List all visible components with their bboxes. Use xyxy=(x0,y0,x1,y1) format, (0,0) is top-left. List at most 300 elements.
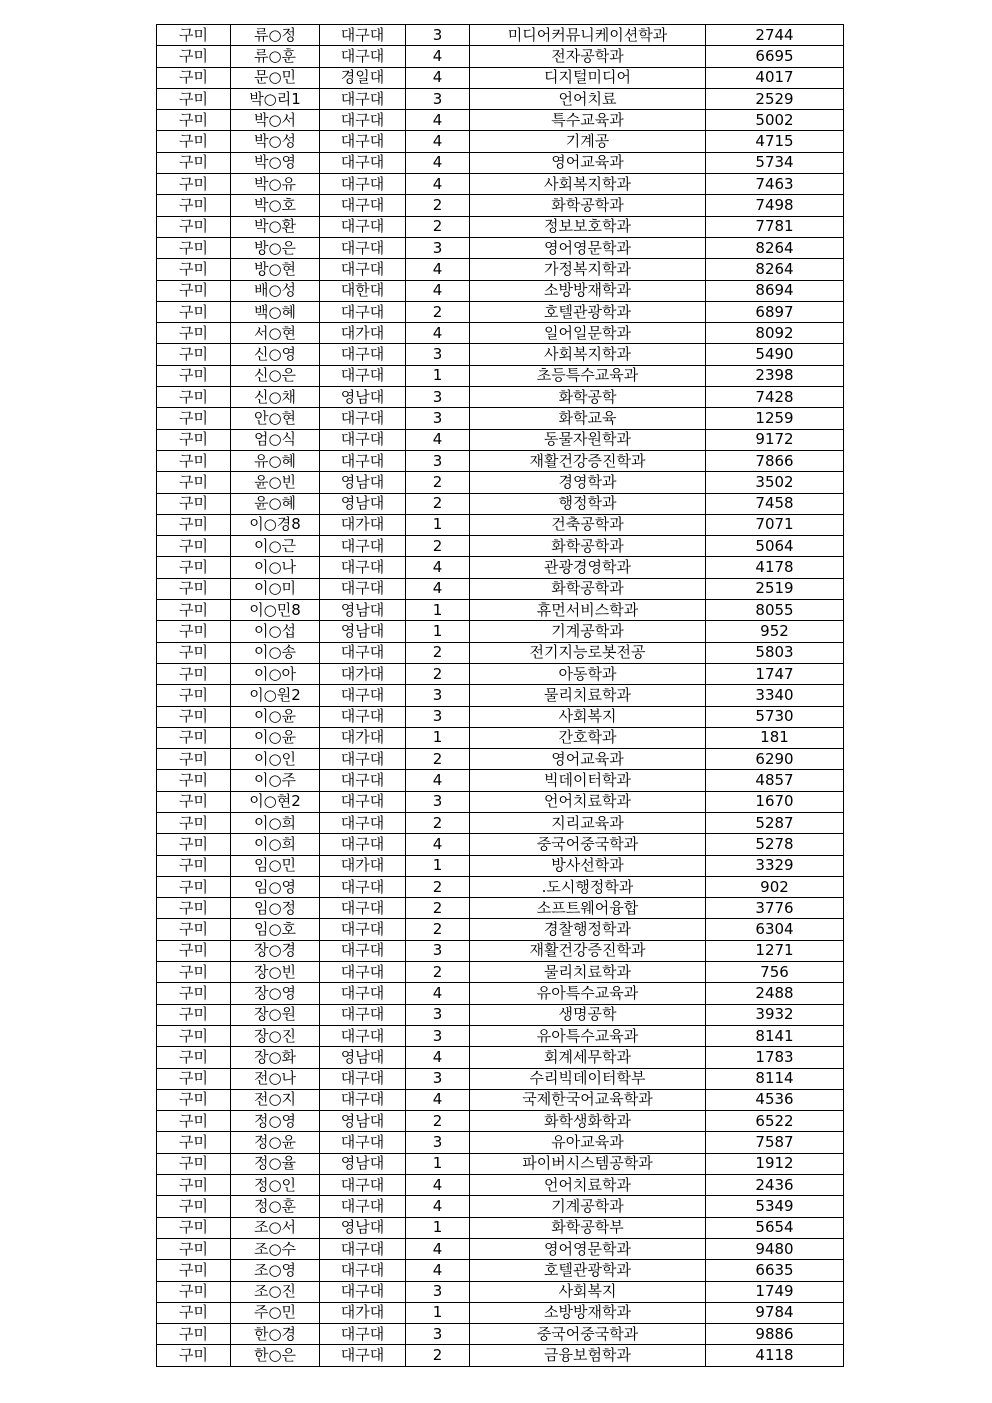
university-cell: 대구대 xyxy=(320,216,406,237)
table-row xyxy=(157,365,844,386)
amount-cell: 4536 xyxy=(706,1089,844,1110)
grade-cell: 3 xyxy=(406,344,470,365)
amount-cell: 2488 xyxy=(706,983,844,1004)
region-cell: 구미 xyxy=(157,1324,231,1345)
name-cell: 이○민8 xyxy=(231,600,320,621)
amount-cell: 1749 xyxy=(706,1281,844,1302)
region-cell: 구미 xyxy=(157,365,231,386)
name-cell: 조○수 xyxy=(231,1238,320,1259)
table-row xyxy=(157,46,844,67)
university-cell: 대구대 xyxy=(320,429,406,450)
department-cell: 전자공학과 xyxy=(470,46,706,67)
university-cell: 대구대 xyxy=(320,110,406,131)
department-cell: 초등특수교육과 xyxy=(470,365,706,386)
department-cell: 건축공학과 xyxy=(470,514,706,535)
department-cell: 사회복지학과 xyxy=(470,174,706,195)
amount-cell: 8141 xyxy=(706,1025,844,1046)
university-cell: 대구대 xyxy=(320,898,406,919)
name-cell: 윤○빈 xyxy=(231,472,320,493)
name-cell: 이○근 xyxy=(231,536,320,557)
amount-cell: 5803 xyxy=(706,642,844,663)
name-cell: 이○주 xyxy=(231,770,320,791)
department-cell: 영어영문학과 xyxy=(470,237,706,258)
grade-cell: 4 xyxy=(406,1047,470,1068)
name-cell: 박○호 xyxy=(231,195,320,216)
department-cell: 소프트웨어융합 xyxy=(470,898,706,919)
amount-cell: 6695 xyxy=(706,46,844,67)
region-cell: 구미 xyxy=(157,557,231,578)
grade-cell: 4 xyxy=(406,1260,470,1281)
grade-cell: 2 xyxy=(406,663,470,684)
grade-cell: 2 xyxy=(406,195,470,216)
department-cell: 재활건강증진학과 xyxy=(470,450,706,471)
region-cell: 구미 xyxy=(157,301,231,322)
table-row xyxy=(157,1047,844,1068)
amount-cell: 3340 xyxy=(706,685,844,706)
department-cell: 화학공학부 xyxy=(470,1217,706,1238)
region-cell: 구미 xyxy=(157,1345,231,1366)
grade-cell: 2 xyxy=(406,749,470,770)
university-cell: 영남대 xyxy=(320,1153,406,1174)
region-cell: 구미 xyxy=(157,685,231,706)
department-cell: 호텔관광학과 xyxy=(470,301,706,322)
university-cell: 대구대 xyxy=(320,876,406,897)
table-row xyxy=(157,642,844,663)
university-cell: 대구대 xyxy=(320,706,406,727)
region-cell: 구미 xyxy=(157,898,231,919)
amount-cell: 9886 xyxy=(706,1324,844,1345)
name-cell: 정○인 xyxy=(231,1175,320,1196)
name-cell: 임○민 xyxy=(231,855,320,876)
region-cell: 구미 xyxy=(157,1025,231,1046)
region-cell: 구미 xyxy=(157,919,231,940)
name-cell: 장○화 xyxy=(231,1047,320,1068)
table-row xyxy=(157,727,844,748)
department-cell: 경찰행정학과 xyxy=(470,919,706,940)
region-cell: 구미 xyxy=(157,855,231,876)
department-cell: 언어치료학과 xyxy=(470,1175,706,1196)
name-cell: 박○환 xyxy=(231,216,320,237)
table-row xyxy=(157,983,844,1004)
amount-cell: 6522 xyxy=(706,1111,844,1132)
university-cell: 대구대 xyxy=(320,749,406,770)
amount-cell: 9172 xyxy=(706,429,844,450)
name-cell: 류○정 xyxy=(231,25,320,46)
table-row xyxy=(157,1132,844,1153)
name-cell: 윤○혜 xyxy=(231,493,320,514)
university-cell: 대구대 xyxy=(320,1281,406,1302)
grade-cell: 3 xyxy=(406,237,470,258)
department-cell: 디지털미디어 xyxy=(470,67,706,88)
amount-cell: 5287 xyxy=(706,812,844,833)
table-row xyxy=(157,876,844,897)
university-cell: 대구대 xyxy=(320,536,406,557)
name-cell: 이○나 xyxy=(231,557,320,578)
department-cell: 전기지능로봇전공 xyxy=(470,642,706,663)
amount-cell: 5730 xyxy=(706,706,844,727)
name-cell: 박○유 xyxy=(231,174,320,195)
name-cell: 문○민 xyxy=(231,67,320,88)
region-cell: 구미 xyxy=(157,25,231,46)
university-cell: 경일대 xyxy=(320,67,406,88)
table-row xyxy=(157,962,844,983)
department-cell: 소방방재학과 xyxy=(470,1302,706,1323)
name-cell: 장○진 xyxy=(231,1025,320,1046)
table-row xyxy=(157,110,844,131)
grade-cell: 4 xyxy=(406,1196,470,1217)
region-cell: 구미 xyxy=(157,940,231,961)
university-cell: 대구대 xyxy=(320,1132,406,1153)
amount-cell: 4017 xyxy=(706,67,844,88)
table-row xyxy=(157,1217,844,1238)
university-cell: 대구대 xyxy=(320,1324,406,1345)
name-cell: 박○서 xyxy=(231,110,320,131)
region-cell: 구미 xyxy=(157,131,231,152)
grade-cell: 2 xyxy=(406,1111,470,1132)
grade-cell: 4 xyxy=(406,1238,470,1259)
grade-cell: 1 xyxy=(406,1217,470,1238)
department-cell: 화학공학과 xyxy=(470,578,706,599)
table-row xyxy=(157,1068,844,1089)
name-cell: 한○경 xyxy=(231,1324,320,1345)
department-cell: 언어치료학과 xyxy=(470,791,706,812)
grade-cell: 2 xyxy=(406,919,470,940)
university-cell: 대구대 xyxy=(320,557,406,578)
region-cell: 구미 xyxy=(157,749,231,770)
table-row xyxy=(157,514,844,535)
grade-cell: 3 xyxy=(406,88,470,109)
table-row xyxy=(157,855,844,876)
grade-cell: 4 xyxy=(406,131,470,152)
name-cell: 신○영 xyxy=(231,344,320,365)
university-cell: 대가대 xyxy=(320,1302,406,1323)
table-row xyxy=(157,749,844,770)
region-cell: 구미 xyxy=(157,706,231,727)
amount-cell: 1259 xyxy=(706,408,844,429)
name-cell: 한○은 xyxy=(231,1345,320,1366)
table-row xyxy=(157,195,844,216)
department-cell: 기계공 xyxy=(470,131,706,152)
university-cell: 영남대 xyxy=(320,472,406,493)
amount-cell: 5349 xyxy=(706,1196,844,1217)
region-cell: 구미 xyxy=(157,387,231,408)
amount-cell: 7781 xyxy=(706,216,844,237)
amount-cell: 8055 xyxy=(706,600,844,621)
name-cell: 정○훈 xyxy=(231,1196,320,1217)
department-cell: 지리교육과 xyxy=(470,812,706,833)
region-cell: 구미 xyxy=(157,663,231,684)
name-cell: 안○현 xyxy=(231,408,320,429)
region-cell: 구미 xyxy=(157,621,231,642)
department-cell: 수리빅데이터학부 xyxy=(470,1068,706,1089)
table-row xyxy=(157,152,844,173)
amount-cell: 6304 xyxy=(706,919,844,940)
university-cell: 대구대 xyxy=(320,259,406,280)
name-cell: 신○채 xyxy=(231,387,320,408)
amount-cell: 6635 xyxy=(706,1260,844,1281)
region-cell: 구미 xyxy=(157,152,231,173)
university-cell: 대구대 xyxy=(320,1196,406,1217)
region-cell: 구미 xyxy=(157,1196,231,1217)
grade-cell: 3 xyxy=(406,940,470,961)
amount-cell: 1271 xyxy=(706,940,844,961)
table-row xyxy=(157,536,844,557)
university-cell: 대구대 xyxy=(320,152,406,173)
university-cell: 대가대 xyxy=(320,727,406,748)
amount-cell: 5064 xyxy=(706,536,844,557)
name-cell: 조○영 xyxy=(231,1260,320,1281)
region-cell: 구미 xyxy=(157,514,231,535)
region-cell: 구미 xyxy=(157,1281,231,1302)
university-cell: 대구대 xyxy=(320,962,406,983)
amount-cell: 7428 xyxy=(706,387,844,408)
university-cell: 대구대 xyxy=(320,88,406,109)
grade-cell: 3 xyxy=(406,685,470,706)
region-cell: 구미 xyxy=(157,1068,231,1089)
table-row xyxy=(157,600,844,621)
name-cell: 이○현2 xyxy=(231,791,320,812)
name-cell: 임○정 xyxy=(231,898,320,919)
amount-cell: 5278 xyxy=(706,834,844,855)
grade-cell: 2 xyxy=(406,876,470,897)
name-cell: 이○희 xyxy=(231,834,320,855)
grade-cell: 4 xyxy=(406,280,470,301)
table-row xyxy=(157,280,844,301)
university-cell: 영남대 xyxy=(320,387,406,408)
university-cell: 대가대 xyxy=(320,514,406,535)
table-row xyxy=(157,88,844,109)
table-row xyxy=(157,812,844,833)
university-cell: 대구대 xyxy=(320,195,406,216)
table-row xyxy=(157,1281,844,1302)
region-cell: 구미 xyxy=(157,1132,231,1153)
amount-cell: 181 xyxy=(706,727,844,748)
department-cell: 언어치료 xyxy=(470,88,706,109)
amount-cell: 952 xyxy=(706,621,844,642)
region-cell: 구미 xyxy=(157,812,231,833)
region-cell: 구미 xyxy=(157,1217,231,1238)
table-row xyxy=(157,940,844,961)
table-row xyxy=(157,685,844,706)
department-cell: 화학교육 xyxy=(470,408,706,429)
amount-cell: 8264 xyxy=(706,237,844,258)
region-cell: 구미 xyxy=(157,600,231,621)
region-cell: 구미 xyxy=(157,408,231,429)
grade-cell: 4 xyxy=(406,152,470,173)
department-cell: 국제한국어교육학과 xyxy=(470,1089,706,1110)
amount-cell: 4715 xyxy=(706,131,844,152)
grade-cell: 2 xyxy=(406,472,470,493)
amount-cell: 3502 xyxy=(706,472,844,493)
name-cell: 이○섭 xyxy=(231,621,320,642)
table-row xyxy=(157,1238,844,1259)
grade-cell: 4 xyxy=(406,67,470,88)
grade-cell: 1 xyxy=(406,621,470,642)
name-cell: 조○진 xyxy=(231,1281,320,1302)
department-cell: 물리치료학과 xyxy=(470,685,706,706)
amount-cell: 6897 xyxy=(706,301,844,322)
table-row xyxy=(157,557,844,578)
grade-cell: 4 xyxy=(406,259,470,280)
department-cell: 방사선학과 xyxy=(470,855,706,876)
name-cell: 이○미 xyxy=(231,578,320,599)
university-cell: 대구대 xyxy=(320,940,406,961)
grade-cell: 4 xyxy=(406,770,470,791)
university-cell: 대구대 xyxy=(320,174,406,195)
table-row xyxy=(157,408,844,429)
university-cell: 대구대 xyxy=(320,812,406,833)
grade-cell: 4 xyxy=(406,46,470,67)
grade-cell: 1 xyxy=(406,1302,470,1323)
university-cell: 대구대 xyxy=(320,919,406,940)
department-cell: 사회복지 xyxy=(470,706,706,727)
grade-cell: 1 xyxy=(406,855,470,876)
region-cell: 구미 xyxy=(157,67,231,88)
university-cell: 대가대 xyxy=(320,323,406,344)
grade-cell: 3 xyxy=(406,1132,470,1153)
amount-cell: 1670 xyxy=(706,791,844,812)
amount-cell: 1783 xyxy=(706,1047,844,1068)
region-cell: 구미 xyxy=(157,1260,231,1281)
university-cell: 대구대 xyxy=(320,301,406,322)
grade-cell: 2 xyxy=(406,301,470,322)
university-cell: 영남대 xyxy=(320,1111,406,1132)
amount-cell: 7463 xyxy=(706,174,844,195)
name-cell: 이○아 xyxy=(231,663,320,684)
grade-cell: 2 xyxy=(406,962,470,983)
university-cell: 대구대 xyxy=(320,578,406,599)
university-cell: 대구대 xyxy=(320,408,406,429)
grade-cell: 1 xyxy=(406,365,470,386)
department-cell: 사회복지 xyxy=(470,1281,706,1302)
region-cell: 구미 xyxy=(157,280,231,301)
name-cell: 박○영 xyxy=(231,152,320,173)
department-cell: 정보보호학과 xyxy=(470,216,706,237)
university-cell: 대구대 xyxy=(320,685,406,706)
amount-cell: 7071 xyxy=(706,514,844,535)
table-row xyxy=(157,25,844,46)
name-cell: 류○훈 xyxy=(231,46,320,67)
name-cell: 백○혜 xyxy=(231,301,320,322)
table-row xyxy=(157,259,844,280)
university-cell: 대구대 xyxy=(320,1004,406,1025)
region-cell: 구미 xyxy=(157,642,231,663)
grade-cell: 3 xyxy=(406,450,470,471)
table-row xyxy=(157,1004,844,1025)
name-cell: 박○리1 xyxy=(231,88,320,109)
table-row xyxy=(157,472,844,493)
department-cell: 휴먼서비스학과 xyxy=(470,600,706,621)
amount-cell: 7458 xyxy=(706,493,844,514)
region-cell: 구미 xyxy=(157,1047,231,1068)
department-cell: 파이버시스템공학과 xyxy=(470,1153,706,1174)
department-cell: 경영학과 xyxy=(470,472,706,493)
table-row xyxy=(157,131,844,152)
amount-cell: 9784 xyxy=(706,1302,844,1323)
amount-cell: 3776 xyxy=(706,898,844,919)
table-row xyxy=(157,1089,844,1110)
grade-cell: 4 xyxy=(406,429,470,450)
table-row xyxy=(157,323,844,344)
table-row xyxy=(157,1324,844,1345)
department-cell: 특수교육과 xyxy=(470,110,706,131)
table-row xyxy=(157,450,844,471)
amount-cell: 902 xyxy=(706,876,844,897)
name-cell: 주○민 xyxy=(231,1302,320,1323)
table-row xyxy=(157,67,844,88)
amount-cell: 3932 xyxy=(706,1004,844,1025)
university-cell: 대구대 xyxy=(320,365,406,386)
region-cell: 구미 xyxy=(157,770,231,791)
table-row xyxy=(157,663,844,684)
name-cell: 이○원2 xyxy=(231,685,320,706)
region-cell: 구미 xyxy=(157,791,231,812)
grade-cell: 4 xyxy=(406,983,470,1004)
table-row xyxy=(157,1302,844,1323)
university-cell: 대구대 xyxy=(320,834,406,855)
grade-cell: 1 xyxy=(406,600,470,621)
name-cell: 정○윤 xyxy=(231,1132,320,1153)
table-row xyxy=(157,770,844,791)
name-cell: 장○원 xyxy=(231,1004,320,1025)
table-row xyxy=(157,216,844,237)
table-row xyxy=(157,898,844,919)
department-cell: 기계공학과 xyxy=(470,621,706,642)
name-cell: 엄○식 xyxy=(231,429,320,450)
name-cell: 장○빈 xyxy=(231,962,320,983)
grade-cell: 3 xyxy=(406,1025,470,1046)
region-cell: 구미 xyxy=(157,727,231,748)
name-cell: 장○경 xyxy=(231,940,320,961)
university-cell: 영남대 xyxy=(320,1217,406,1238)
region-cell: 구미 xyxy=(157,195,231,216)
amount-cell: 3329 xyxy=(706,855,844,876)
department-cell: 사회복지학과 xyxy=(470,344,706,365)
grade-cell: 4 xyxy=(406,174,470,195)
amount-cell: 7866 xyxy=(706,450,844,471)
grade-cell: 3 xyxy=(406,25,470,46)
region-cell: 구미 xyxy=(157,110,231,131)
university-cell: 대구대 xyxy=(320,1089,406,1110)
name-cell: 배○성 xyxy=(231,280,320,301)
department-cell: 영어교육과 xyxy=(470,749,706,770)
region-cell: 구미 xyxy=(157,962,231,983)
region-cell: 구미 xyxy=(157,876,231,897)
university-cell: 대구대 xyxy=(320,791,406,812)
table-row xyxy=(157,1345,844,1366)
amount-cell: 5654 xyxy=(706,1217,844,1238)
grade-cell: 2 xyxy=(406,216,470,237)
department-cell: 화학공학 xyxy=(470,387,706,408)
amount-cell: 7587 xyxy=(706,1132,844,1153)
name-cell: 방○은 xyxy=(231,237,320,258)
table-row xyxy=(157,493,844,514)
amount-cell: 7498 xyxy=(706,195,844,216)
amount-cell: 1912 xyxy=(706,1153,844,1174)
region-cell: 구미 xyxy=(157,834,231,855)
university-cell: 영남대 xyxy=(320,1047,406,1068)
region-cell: 구미 xyxy=(157,493,231,514)
department-cell: .도시행정학과 xyxy=(470,876,706,897)
university-cell: 대구대 xyxy=(320,1068,406,1089)
amount-cell: 2436 xyxy=(706,1175,844,1196)
department-cell: 영어영문학과 xyxy=(470,1238,706,1259)
grade-cell: 2 xyxy=(406,898,470,919)
name-cell: 전○나 xyxy=(231,1068,320,1089)
name-cell: 이○인 xyxy=(231,749,320,770)
department-cell: 유아교육과 xyxy=(470,1132,706,1153)
university-cell: 대구대 xyxy=(320,131,406,152)
